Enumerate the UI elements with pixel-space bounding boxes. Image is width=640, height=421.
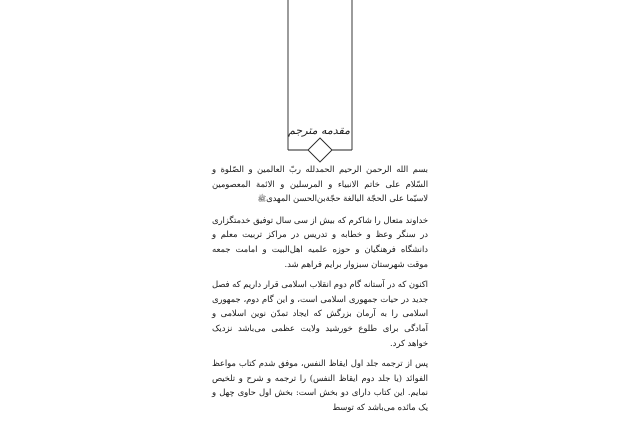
honorific-ligature: ﷺ: [257, 195, 267, 204]
paragraph-3: اکنون که در آستانه گام دوم انقلاب اسلامی قرار داریم که فصل جدید در حیات جمهوری اسلامی است، و این گام دوم، جمهوری اسلامی را به آرمان بزرگش که ایجاد تمدّن نوین اسلامی و آمادگی برای طلوع خورشید ولایت عظمی می‌باشد نزدیک خواهد کرد.: [212, 279, 428, 348]
paragraph-2: خداوند متعال را شاکرم که بیش از سی سال توفیق خدمتگزاری در سنگر وعظ و خطابه و تدریس در مراکز تربیت معلم و دانشگاه فرهنگیان و حوزه علمیه اهل‌البیت و امامت جمعه موقت شهرستان سبزوار برایم فراهم شد.: [212, 214, 428, 269]
body-text: [212, 162, 428, 421]
ornament-diamond: [308, 138, 332, 162]
paragraph-4: پس از ترجمه جلد اول ایقاظ النفس، موفق شدم کتاب مواعظ الفوائد (یا جلد دوم ایقاظ النفس) را ترجمه و شرح و تلخیص نمایم. این کتاب دارای دو بخش است: بخش اول حاوی چهل و یک مائده می‌باشد که توسط: [212, 358, 428, 412]
translator-preface-heading: مقدمه مترجم: [288, 124, 350, 137]
paragraph-1: بسم الله الرحمن الرحیم الحمدلله ربّ العالمین و الصّلوة و السّلام علی خاتم الانبیاء و المرسلین و الائمة المعصومین لاسیّما علی الحجّة البالغة حجّةبن‌الحسن المهدیﷺ: [212, 164, 428, 204]
chapter-ornament: [0, 0, 640, 175]
